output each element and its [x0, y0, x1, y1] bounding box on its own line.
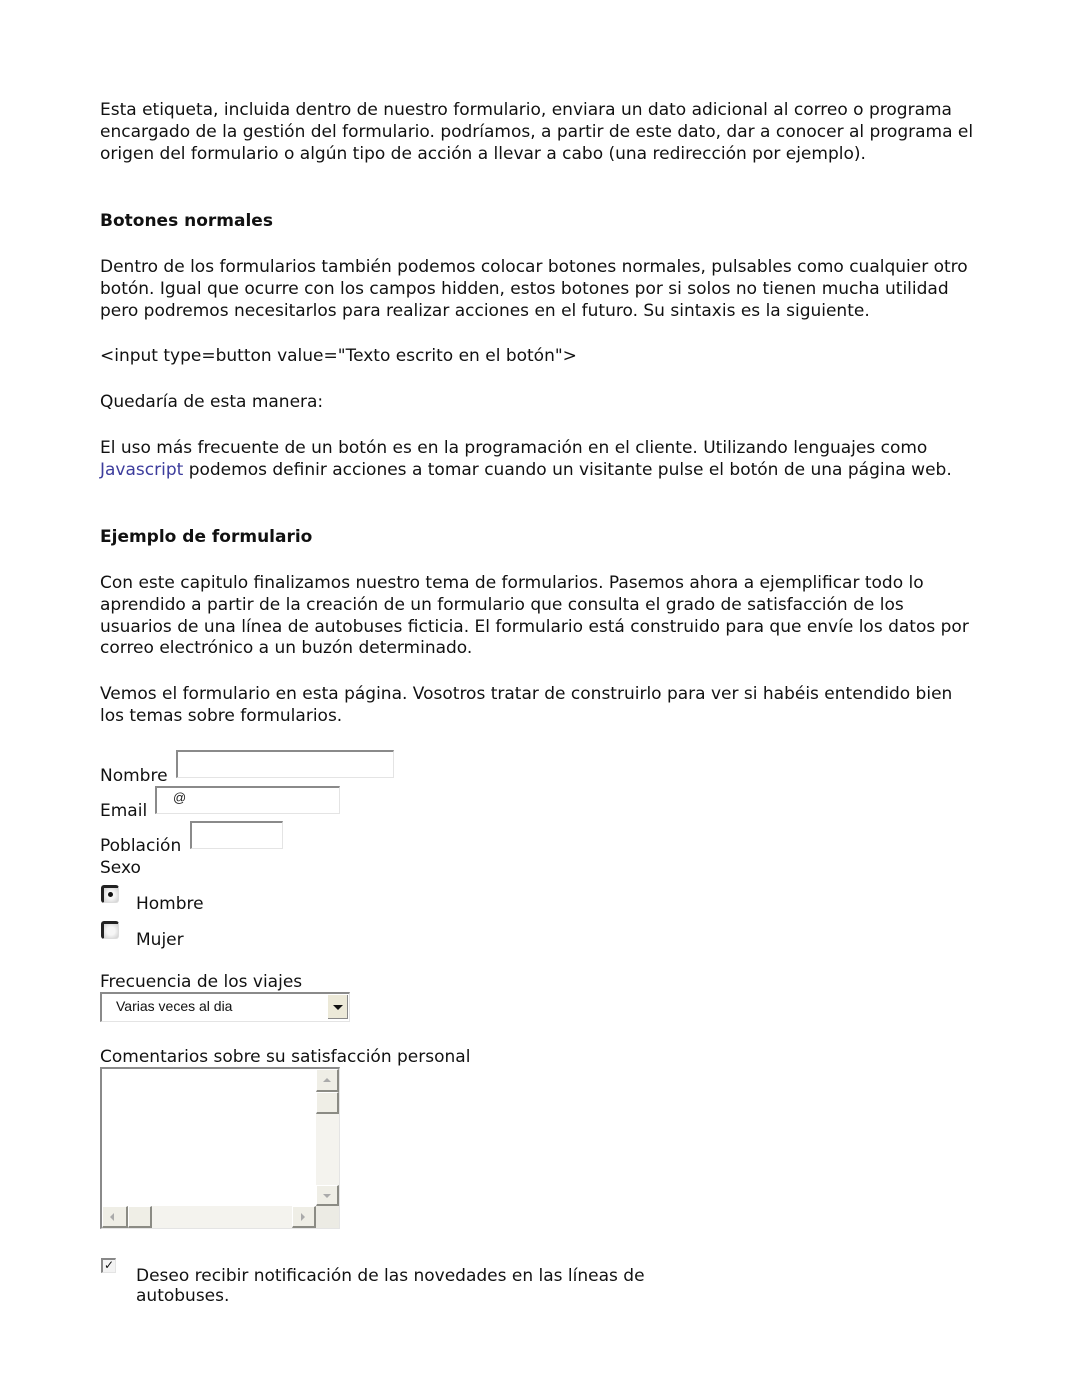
frecuencia-label: Frecuencia de los viajes — [100, 972, 303, 992]
scroll-left-arrow-icon[interactable] — [102, 1206, 128, 1228]
scrollbar-corner — [316, 1206, 339, 1228]
frecuencia-select[interactable] — [100, 992, 350, 1022]
vertical-scrollbar[interactable] — [316, 1069, 339, 1206]
example-section-heading: Ejemplo de formulario — [100, 527, 313, 547]
result-label: Quedaría de esta manera: — [100, 392, 324, 412]
button-code-sample: <input type=button value="Texto escrito en el botón"> — [100, 346, 577, 366]
nombre-input[interactable] — [176, 750, 394, 778]
notificacion-checkbox[interactable] — [101, 1258, 116, 1273]
radio-hombre-label: Hombre — [136, 894, 204, 914]
email-label: Email — [100, 801, 148, 821]
radio-selected-dot-icon — [108, 892, 113, 897]
sexo-label: Sexo — [100, 858, 141, 878]
nombre-label: Nombre — [100, 766, 168, 786]
radio-mujer[interactable] — [101, 921, 119, 939]
comentarios-label: Comentarios sobre su satisfacción personal — [100, 1047, 471, 1067]
horizontal-scrollbar[interactable] — [102, 1206, 316, 1228]
buttons-paragraph: Dentro de los formularios también podemos colocar botones normales, pulsables como cualquier otro botón. Igual que ocurre con los campos hidden, estos botones por si solos no tienen mucha utilidad pero podremos necesitarlos para realizar acciones en el futuro. Su sintaxis es la siguiente. — [100, 257, 968, 321]
horizontal-scroll-thumb[interactable] — [128, 1206, 152, 1228]
poblacion-label: Población — [100, 836, 182, 856]
frecuencia-selected-value: Varias veces al dia — [116, 998, 233, 1014]
radio-mujer-label: Mujer — [136, 930, 184, 950]
example-paragraph-2: Vemos el formulario en esta página. Vosotros tratar de construirlo para ver si habéis entendido bien los temas sobre formularios. — [100, 684, 953, 726]
button-usage-paragraph: El uso más frecuente de un botón es en la programación en el cliente. Utilizando lenguajes como Javascript podemos definir acciones a tomar cuando un visitante pulse el botón de una página web. — [100, 438, 952, 480]
comentarios-textarea[interactable] — [100, 1067, 340, 1229]
radio-hombre[interactable] — [101, 885, 119, 903]
vertical-scroll-thumb[interactable] — [316, 1092, 339, 1114]
example-paragraph-1: Con este capitulo finalizamos nuestro tema de formularios. Pasemos ahora a ejemplificar todo lo aprendido a partir de la creación de un formulario que consulta el grado de satisfacción de los usuarios de una línea de autobuses ficticia. El formulario está construido para que envíe los datos por correo electrónico a un buzón determinado. — [100, 573, 969, 659]
satisfaction-form — [100, 750, 700, 1310]
scroll-down-arrow-icon[interactable] — [316, 1185, 339, 1206]
chevron-down-icon[interactable] — [328, 995, 348, 1019]
scroll-right-arrow-icon[interactable] — [292, 1206, 316, 1228]
buttons-section-heading: Botones normales — [100, 211, 273, 231]
javascript-link[interactable]: Javascript — [100, 459, 184, 480]
checkmark-icon: ✓ — [103, 1258, 115, 1272]
scroll-up-arrow-icon[interactable] — [316, 1069, 339, 1092]
poblacion-input[interactable] — [190, 821, 283, 849]
intro-paragraph: Esta etiqueta, incluida dentro de nuestro formulario, enviara un dato adicional al correo o programa encargado de la gestión del formulario. podríamos, a partir de este dato, dar a conocer al programa el origen del formulario o algún tipo de acción a llevar a cabo (una redirección por ejemplo). — [100, 100, 974, 164]
email-input[interactable]: @ — [155, 786, 340, 814]
notificacion-label: Deseo recibir notificación de las novedades en las líneas de autobuses. — [136, 1266, 645, 1306]
